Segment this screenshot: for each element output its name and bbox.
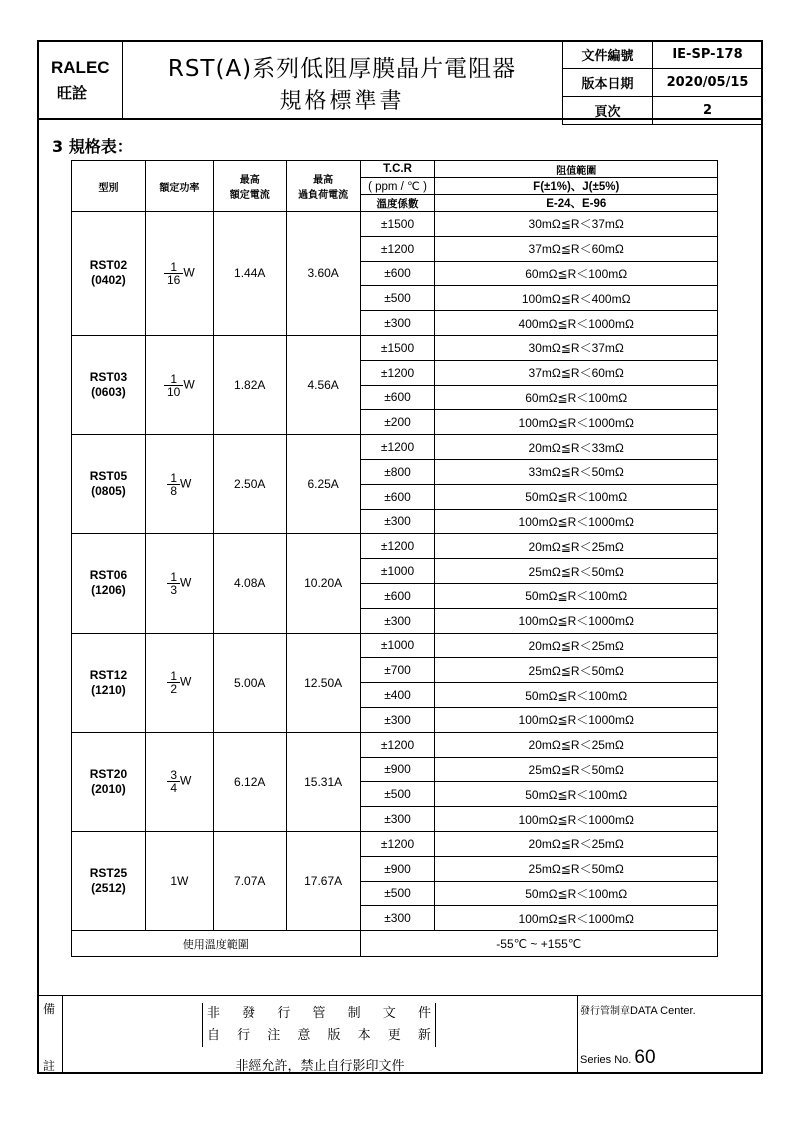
document-meta-table: [562, 40, 763, 125]
series-label: Series No.: [580, 1054, 632, 1066]
company-name-en: RALEC: [51, 58, 110, 77]
stamp-char: 行: [277, 1006, 300, 1021]
power-denominator: 4: [170, 781, 178, 796]
control-stamp-label: [580, 1002, 696, 1017]
tcr-cell: ±300: [360, 608, 435, 633]
tcr-cell: ±300: [360, 311, 435, 336]
resistance-range-cell: 25mΩ≦R＜50mΩ: [435, 658, 718, 683]
model-size: (0402): [91, 273, 126, 288]
stamp-char: 發: [242, 1006, 265, 1021]
meta-key-version-date: 版本日期: [563, 69, 653, 97]
max-overload-cell: 3.60A: [286, 212, 360, 336]
header-max-current-bottom: 額定電流: [229, 190, 270, 201]
tcr-cell: ±1200: [360, 831, 435, 856]
power-denominator: 3: [170, 582, 178, 597]
table-row: [72, 435, 718, 460]
resistance-range-cell: 33mΩ≦R＜50mΩ: [435, 459, 718, 484]
max-overload-cell: 6.25A: [286, 435, 360, 534]
tcr-cell: ±800: [360, 459, 435, 484]
tcr-cell: ±300: [360, 707, 435, 732]
power-unit: W: [183, 265, 195, 280]
header-max-current-top: 最高: [239, 175, 260, 186]
max-current-cell: 7.07A: [213, 831, 286, 930]
model-cell: [72, 732, 146, 831]
resistance-range-cell: 20mΩ≦R＜25mΩ: [435, 831, 718, 856]
resistance-range-cell: 50mΩ≦R＜100mΩ: [435, 583, 718, 608]
resistance-range-cell: 100mΩ≦R＜1000mΩ: [435, 608, 718, 633]
company-name-zh: 旺詮: [57, 84, 88, 102]
header-range-1: 阻值範圍: [435, 161, 718, 178]
stamp-char: 本: [357, 1028, 378, 1043]
meta-key-page: 頁次: [563, 97, 653, 125]
tcr-cell: ±1000: [360, 559, 435, 584]
header-max-overload-top: 最高: [313, 175, 334, 186]
tcr-cell: ±1200: [360, 236, 435, 261]
resistance-range-cell: 30mΩ≦R＜37mΩ: [435, 335, 718, 360]
table-row: [72, 831, 718, 856]
power-value: 1W: [170, 874, 189, 889]
header-tcr-3: 溫度係數: [360, 195, 435, 212]
power-cell: [145, 831, 213, 930]
power-fraction: [167, 670, 180, 695]
stamp-char: 版: [327, 1028, 347, 1043]
meta-value-page: 2: [653, 97, 763, 125]
max-current-cell: 4.08A: [213, 534, 286, 633]
control-label-en: DATA Center.: [630, 1005, 696, 1017]
meta-value-doc-no: IE-SP-178: [653, 41, 763, 69]
stamp-char: 新: [417, 1028, 431, 1043]
stamp-line-2: [203, 1025, 435, 1047]
tcr-cell: ±300: [360, 807, 435, 832]
stamp-char: 更: [387, 1028, 408, 1043]
company-logo: [37, 40, 123, 118]
header-divider: [37, 118, 763, 120]
max-overload-cell: 10.20A: [286, 534, 360, 633]
model-cell: [72, 633, 146, 732]
power-cell: [145, 732, 213, 831]
model-name: RST06: [89, 568, 128, 583]
model-cell: [72, 435, 146, 534]
operating-temp-label: 使用溫度範圍: [72, 931, 361, 957]
footer-divider: [37, 995, 763, 996]
stamp-char: 非: [207, 1006, 230, 1021]
table-row: [72, 633, 718, 658]
tcr-cell: ±1200: [360, 732, 435, 757]
power-numerator: 1: [167, 670, 180, 683]
power-fraction: [164, 373, 183, 398]
model-name: RST03: [89, 370, 128, 385]
control-label-zh: 發行管制章: [580, 1006, 630, 1017]
power-numerator: 3: [167, 769, 180, 782]
series-number: [580, 1047, 656, 1069]
controlled-document-stamp: [202, 1003, 436, 1047]
power-cell: [145, 435, 213, 534]
resistance-range-cell: 30mΩ≦R＜37mΩ: [435, 212, 718, 237]
tcr-cell: ±300: [360, 906, 435, 931]
resistance-range-cell: 20mΩ≦R＜25mΩ: [435, 633, 718, 658]
power-numerator: 1: [164, 261, 183, 274]
resistance-range-cell: 25mΩ≦R＜50mΩ: [435, 757, 718, 782]
model-cell: [72, 534, 146, 633]
power-cell: [145, 335, 213, 434]
tcr-cell: ±300: [360, 509, 435, 534]
tcr-cell: ±500: [360, 286, 435, 311]
tcr-cell: ±1500: [360, 335, 435, 360]
tcr-cell: ±200: [360, 410, 435, 435]
power-fraction: [167, 571, 180, 596]
remark-label-top: 備: [43, 1002, 56, 1016]
power-denominator: 8: [170, 483, 178, 498]
remark-label-bottom: 註: [43, 1059, 56, 1073]
model-cell: [72, 212, 146, 336]
tcr-cell: ±900: [360, 757, 435, 782]
model-name: RST05: [89, 469, 128, 484]
stamp-line-1: [203, 1003, 435, 1025]
tcr-cell: ±1500: [360, 212, 435, 237]
meta-value-version-date: 2020/05/15: [653, 69, 763, 97]
no-copy-notice: 非經允許，禁止自行影印文件: [235, 1059, 405, 1074]
operating-temp-value: -55℃ ~ +155℃: [360, 931, 717, 957]
power-cell: [145, 212, 213, 336]
resistance-range-cell: 100mΩ≦R＜1000mΩ: [435, 707, 718, 732]
power-fraction: [164, 261, 183, 286]
resistance-range-cell: 50mΩ≦R＜100mΩ: [435, 484, 718, 509]
model-name: RST20: [89, 766, 128, 781]
power-fraction: [167, 472, 180, 497]
document-title: [122, 40, 562, 118]
model-size: (2010): [91, 781, 126, 796]
power-unit: W: [180, 674, 192, 689]
model-size: (0805): [91, 484, 126, 499]
header-max-overload: [286, 161, 360, 212]
tcr-cell: ±1200: [360, 435, 435, 460]
stamp-char: 管: [312, 1006, 335, 1021]
max-current-cell: 1.82A: [213, 335, 286, 434]
resistance-range-cell: 100mΩ≦R＜1000mΩ: [435, 410, 718, 435]
model-size: (1210): [91, 682, 126, 697]
power-unit: W: [183, 377, 195, 392]
stamp-char: 文: [382, 1006, 405, 1021]
header-max-current: [213, 161, 286, 212]
tcr-cell: ±1000: [360, 633, 435, 658]
stamp-char: 行: [237, 1028, 257, 1043]
table-row: [72, 212, 718, 237]
max-overload-cell: 17.67A: [286, 831, 360, 930]
tcr-cell: ±500: [360, 881, 435, 906]
power-unit: W: [180, 476, 192, 491]
table-row: [72, 534, 718, 559]
model-name: RST12: [89, 667, 128, 682]
stamp-char: 意: [297, 1028, 317, 1043]
section-title: 3 規格表：: [52, 137, 133, 156]
resistance-range-cell: 50mΩ≦R＜100mΩ: [435, 782, 718, 807]
power-cell: [145, 534, 213, 633]
series-value: 60: [634, 1047, 656, 1068]
tcr-cell: ±500: [360, 782, 435, 807]
tcr-cell: ±900: [360, 856, 435, 881]
power-numerator: 1: [167, 571, 180, 584]
max-current-cell: 5.00A: [213, 633, 286, 732]
meta-key-doc-no: 文件編號: [563, 41, 653, 69]
resistance-range-cell: 100mΩ≦R＜1000mΩ: [435, 906, 718, 931]
resistance-range-cell: 60mΩ≦R＜100mΩ: [435, 261, 718, 286]
stamp-char: 自: [207, 1028, 227, 1043]
resistance-range-cell: 400mΩ≦R＜1000mΩ: [435, 311, 718, 336]
spec-table: [71, 160, 718, 957]
header-tcr-1: T.C.R: [360, 161, 435, 178]
tcr-cell: ±600: [360, 261, 435, 286]
tcr-cell: ±600: [360, 484, 435, 509]
power-denominator: 10: [167, 384, 181, 399]
resistance-range-cell: 37mΩ≦R＜60mΩ: [435, 236, 718, 261]
header-range-2: F(±1%)、J(±5%): [435, 178, 718, 195]
header-tcr-2: ( ppm / ℃ ): [360, 178, 435, 195]
tcr-cell: ±600: [360, 385, 435, 410]
max-overload-cell: 12.50A: [286, 633, 360, 732]
max-current-cell: 2.50A: [213, 435, 286, 534]
tcr-cell: ±1200: [360, 360, 435, 385]
resistance-range-cell: 100mΩ≦R＜1000mΩ: [435, 807, 718, 832]
model-name: RST25: [89, 866, 128, 881]
model-name: RST02: [89, 258, 128, 273]
spec-table-body: [72, 212, 718, 931]
power-numerator: 1: [164, 373, 183, 386]
resistance-range-cell: 50mΩ≦R＜100mΩ: [435, 683, 718, 708]
power-fraction: [167, 769, 180, 794]
tcr-cell: ±400: [360, 683, 435, 708]
resistance-range-cell: 25mΩ≦R＜50mΩ: [435, 856, 718, 881]
table-row: [72, 335, 718, 360]
model-cell: [72, 831, 146, 930]
model-size: (0603): [91, 385, 126, 400]
resistance-range-cell: 50mΩ≦R＜100mΩ: [435, 881, 718, 906]
max-current-cell: 1.44A: [213, 212, 286, 336]
power-denominator: 16: [167, 272, 181, 287]
tcr-cell: ±1200: [360, 534, 435, 559]
stamp-char: 件: [417, 1006, 431, 1021]
header-max-overload-bottom: 過負荷電流: [298, 190, 349, 201]
resistance-range-cell: 20mΩ≦R＜25mΩ: [435, 732, 718, 757]
header-power: 額定功率: [145, 161, 213, 212]
max-overload-cell: 15.31A: [286, 732, 360, 831]
resistance-range-cell: 100mΩ≦R＜400mΩ: [435, 286, 718, 311]
resistance-range-cell: 37mΩ≦R＜60mΩ: [435, 360, 718, 385]
resistance-range-cell: 60mΩ≦R＜100mΩ: [435, 385, 718, 410]
resistance-range-cell: 25mΩ≦R＜50mΩ: [435, 559, 718, 584]
resistance-range-cell: 20mΩ≦R＜33mΩ: [435, 435, 718, 460]
table-row: [72, 732, 718, 757]
max-current-cell: 6.12A: [213, 732, 286, 831]
title-line-1: RST(A)系列低阻厚膜晶片電阻器: [167, 56, 517, 82]
stamp-char: 制: [347, 1006, 370, 1021]
title-line-2: 規格標準書: [279, 89, 405, 114]
stamp-char: 注: [267, 1028, 287, 1043]
power-numerator: 1: [167, 472, 180, 485]
resistance-range-cell: 100mΩ≦R＜1000mΩ: [435, 509, 718, 534]
header-model: 型別: [72, 161, 146, 212]
header-range-3: E-24、E-96: [435, 195, 718, 212]
document-header: [37, 40, 763, 120]
power-unit: W: [180, 774, 192, 788]
tcr-cell: ±700: [360, 658, 435, 683]
model-cell: [72, 335, 146, 434]
resistance-range-cell: 20mΩ≦R＜25mΩ: [435, 534, 718, 559]
max-overload-cell: 4.56A: [286, 335, 360, 434]
tcr-cell: ±600: [360, 583, 435, 608]
power-denominator: 2: [170, 682, 178, 697]
model-size: (2512): [91, 881, 126, 896]
model-size: (1206): [91, 583, 126, 598]
power-cell: [145, 633, 213, 732]
power-unit: W: [180, 575, 192, 590]
